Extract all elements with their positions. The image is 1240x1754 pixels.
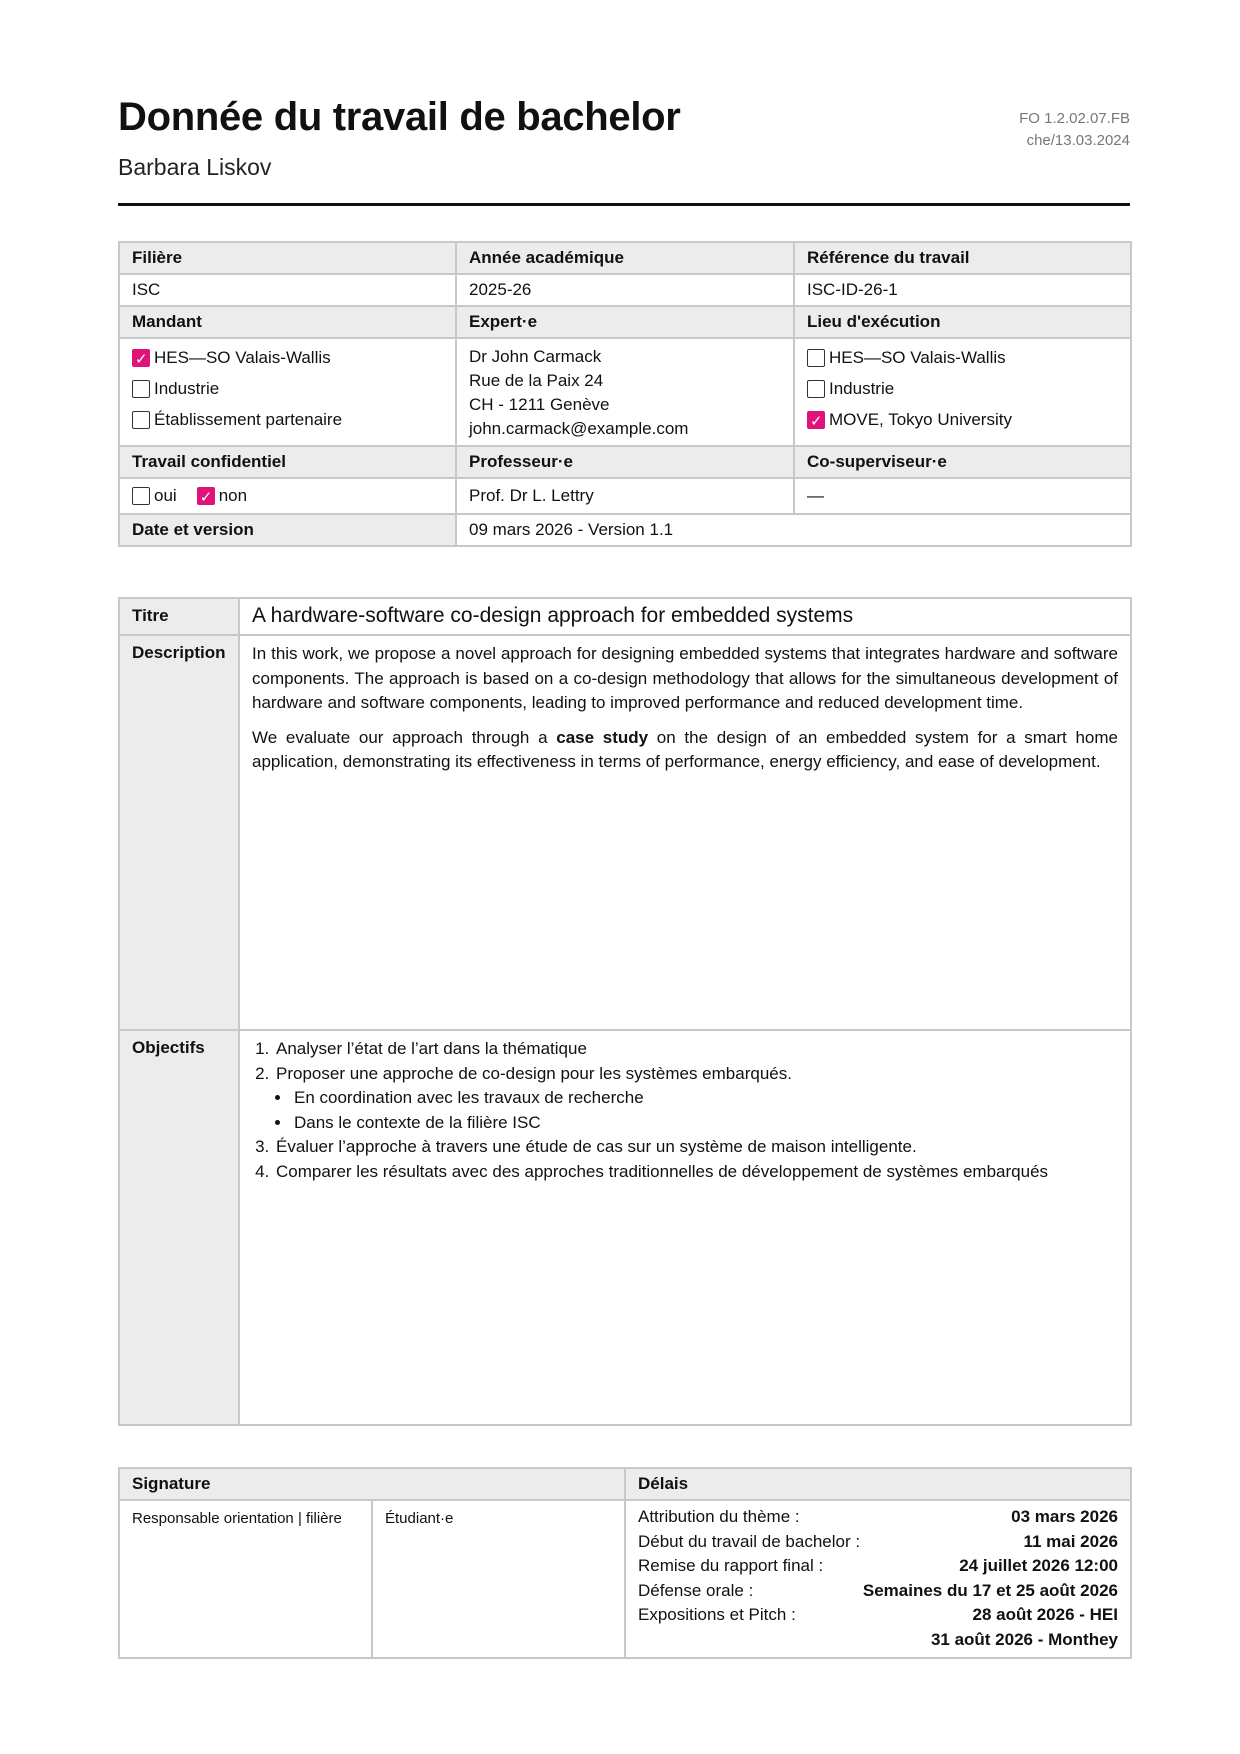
description-emphasis: case study [556, 727, 649, 747]
cosuperviseur-label: Co-superviseur·e [794, 446, 1131, 478]
student-name: Barbara Liskov [118, 154, 272, 180]
objectif-subitem: • En coordination avec les travaux de recherche [292, 1086, 1118, 1111]
etudiant-signature-field[interactable]: Étudiant·e [372, 1500, 625, 1658]
objectif-item [274, 1135, 1118, 1160]
objectif-subitem: • Dans le contexte de la filière ISC [292, 1111, 1118, 1136]
checkbox-checked-icon[interactable] [807, 411, 825, 429]
lieu-option-label: HES—SO Valais-Wallis [829, 347, 1006, 367]
lieu-option[interactable] [807, 404, 1118, 435]
checkbox-icon[interactable] [132, 411, 150, 429]
document-page [118, 0, 1130, 1649]
cosuperviseur-value: — [794, 478, 1131, 514]
delai-row [638, 1554, 1118, 1579]
document-title: Donnée du travail de bachelor [118, 95, 681, 139]
delai-value: 11 mai 2026 [1023, 1531, 1118, 1551]
lieu-option-label: Industrie [829, 378, 895, 398]
checkbox-icon[interactable] [132, 380, 150, 398]
filiere-label: Filière [119, 242, 456, 274]
mandant-option[interactable] [132, 342, 443, 373]
content-table [118, 597, 1132, 1426]
mandant-option-label: HES—SO Valais-Wallis [154, 347, 331, 367]
delai-row [638, 1628, 1118, 1653]
form-revision: che/13.03.2024 [1026, 132, 1130, 149]
delai-label: Expositions et Pitch : [638, 1605, 796, 1624]
form-reference [1019, 108, 1130, 152]
delai-label: Remise du rapport final : [638, 1556, 824, 1575]
mandant-options [119, 338, 456, 446]
description-paragraph [252, 726, 1118, 775]
objectifs-list [252, 1037, 1118, 1184]
confidentiel-oui[interactable] [132, 484, 177, 508]
mandant-option[interactable] [132, 373, 443, 404]
objectifs-cell [239, 1030, 1131, 1425]
expert-city: CH - 1211 Genève [469, 395, 610, 414]
objectif-text: Évaluer l’approche à travers une étude de cas sur un système de maison intelligente. [276, 1137, 917, 1156]
description-text: on the design of an embedded system for a smart home application, demonstrating its effectiveness in terms of performance, energy efficiency, and ease of development. [252, 727, 1118, 771]
delai-row [638, 1530, 1118, 1555]
delai-label: Attribution du thème : [638, 1507, 800, 1526]
objectif-item [274, 1037, 1118, 1062]
objectif-text: Proposer une approche de co-design pour les systèmes embarqués. [276, 1063, 792, 1083]
delai-label: Début du travail de bachelor : [638, 1531, 861, 1551]
mandant-label: Mandant [119, 306, 456, 338]
document-header [118, 0, 1130, 210]
confidentiel-non-label: non [218, 486, 248, 505]
info-table [118, 241, 1132, 547]
signature-table [118, 1467, 1132, 1659]
description-text: We evaluate our approach through a [252, 727, 557, 747]
checkbox-checked-icon[interactable] [197, 487, 215, 505]
expert-email[interactable]: john.carmack@example.com [469, 419, 689, 438]
lieu-option[interactable] [807, 342, 1118, 373]
signature-label: Signature [119, 1468, 625, 1500]
professeur-value: Prof. Dr L. Lettry [456, 478, 794, 514]
expert-street: Rue de la Paix 24 [469, 371, 604, 390]
mandant-option-label: Industrie [154, 378, 220, 398]
delai-value: 03 mars 2026 [1011, 1507, 1118, 1526]
confidentiel-oui-label: oui [154, 486, 177, 505]
delai-value: 31 août 2026 - Monthey [930, 1629, 1118, 1649]
reference-label: Référence du travail [794, 242, 1131, 274]
lieu-option[interactable] [807, 373, 1118, 404]
confidentiel-options [119, 478, 456, 514]
checkbox-icon[interactable] [132, 487, 150, 505]
reference-value: ISC-ID-26-1 [794, 274, 1131, 306]
annee-value: 2025-26 [456, 274, 794, 306]
delai-row [638, 1603, 1118, 1628]
date-label: Date et version [119, 514, 456, 546]
header-divider [118, 203, 1130, 206]
filiere-value: ISC [119, 274, 456, 306]
delais-list [625, 1500, 1131, 1658]
checkbox-icon[interactable] [807, 349, 825, 367]
date-value: 09 mars 2026 - Version 1.1 [456, 514, 1131, 546]
objectifs-label: Objectifs [119, 1030, 239, 1425]
confidentiel-non[interactable] [197, 484, 247, 508]
objectif-item [274, 1160, 1118, 1185]
expert-name: Dr John Carmack [469, 347, 602, 366]
delai-row [638, 1505, 1118, 1530]
description-paragraph: In this work, we propose a novel approach for designing embedded systems that integrates hardware and software components. The approach is based on a co-design methodology that allows for the simultaneous development of hardware and software components, leading to improved performance and reduced development time. [252, 644, 1118, 712]
delai-label: Défense orale : [638, 1580, 754, 1600]
responsable-signature-field[interactable]: Responsable orientation | filière [119, 1500, 372, 1658]
form-code: FO 1.2.02.07.FB [1019, 110, 1130, 127]
lieu-label: Lieu d'exécution [794, 306, 1131, 338]
delai-value: 24 juillet 2026 12:00 [959, 1556, 1118, 1575]
mandant-option-label: Établissement partenaire [154, 409, 343, 429]
description-cell [239, 635, 1131, 1030]
delai-row [638, 1579, 1118, 1604]
checkbox-checked-icon[interactable] [132, 349, 150, 367]
delai-value: 28 août 2026 - HEI [972, 1605, 1118, 1624]
objectif-text: Analyser l’état de l’art dans la thématique [276, 1039, 587, 1058]
professeur-label: Professeur·e [456, 446, 794, 478]
annee-label: Année académique [456, 242, 794, 274]
objectif-text: Comparer les résultats avec des approches traditionnelles de développement de systèmes embarqués [276, 1161, 1049, 1181]
confidentiel-label: Travail confidentiel [119, 446, 456, 478]
expert-label: Expert·e [456, 306, 794, 338]
mandant-option[interactable] [132, 404, 443, 435]
titre-value: A hardware-software co-design approach for embedded systems [239, 598, 1131, 635]
objectif-sublist [276, 1086, 1118, 1135]
objectif-item [274, 1062, 1118, 1136]
titre-label: Titre [119, 598, 239, 635]
delais-label: Délais [625, 1468, 1131, 1500]
description-label: Description [119, 635, 239, 1030]
checkbox-icon[interactable] [807, 380, 825, 398]
delai-value: Semaines du 17 et 25 août 2026 [862, 1580, 1118, 1600]
expert-details [456, 338, 794, 446]
lieu-option-label: MOVE, Tokyo University [829, 409, 1012, 429]
lieu-options [794, 338, 1131, 446]
